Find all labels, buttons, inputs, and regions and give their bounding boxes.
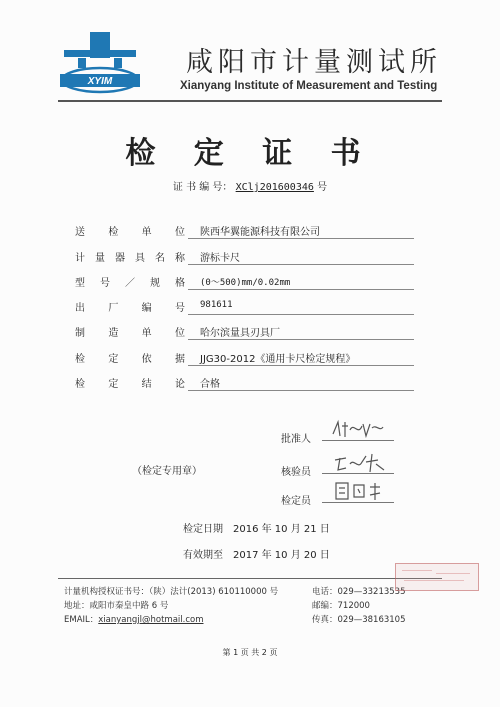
verifier-label: 检定员 bbox=[281, 496, 311, 507]
institute-logo bbox=[58, 30, 142, 96]
label-char: 检 bbox=[75, 354, 85, 365]
label-char: 定 bbox=[108, 379, 119, 390]
logo-lettering: XYIM bbox=[87, 76, 113, 87]
approver-line bbox=[322, 440, 394, 441]
label-char: 检 bbox=[108, 227, 119, 238]
field-label-serial bbox=[75, 299, 185, 314]
checker-signature bbox=[332, 450, 387, 474]
certificate-number-label: 证 书 编 号： bbox=[172, 182, 233, 193]
institute-name-cn: 咸阳市计量测试所 bbox=[186, 47, 442, 78]
field-label-text bbox=[75, 350, 185, 365]
field-label-submitter bbox=[75, 223, 185, 238]
field-label-text bbox=[75, 299, 185, 314]
field-value-serial: 981611 bbox=[200, 300, 233, 310]
field-value-model: (0～500)mm/0.02mm bbox=[200, 278, 291, 288]
field-underline bbox=[188, 365, 414, 366]
field-label-basis bbox=[75, 350, 185, 365]
label-char: 单 bbox=[141, 227, 152, 238]
certificate-number-suffix: 号 bbox=[317, 182, 328, 193]
license-text: 计量机构授权证书号：（陕）法计(2013) 610110000 号 bbox=[64, 587, 279, 597]
label-char: 论 bbox=[174, 379, 185, 390]
label-char: 检 bbox=[75, 379, 85, 390]
label-char: 编 bbox=[141, 303, 152, 314]
verify-date-label: 检定日期 bbox=[183, 524, 223, 535]
label-char: 结 bbox=[141, 379, 152, 390]
field-label-text bbox=[75, 324, 185, 339]
label-char: 位 bbox=[174, 328, 185, 339]
field-label-text bbox=[75, 274, 185, 289]
field-value-instrument: 游标卡尺 bbox=[200, 253, 240, 264]
seal-stamp bbox=[395, 563, 479, 591]
label-char: 号 bbox=[174, 303, 185, 314]
field-underline bbox=[188, 264, 414, 265]
email-text bbox=[64, 613, 204, 625]
label-char: 送 bbox=[75, 227, 85, 238]
fax-text: 传真：029—38163105 bbox=[312, 615, 406, 625]
certificate-number bbox=[0, 178, 500, 193]
label-char: 计 bbox=[75, 253, 85, 264]
field-underline bbox=[188, 238, 414, 239]
field-label-manufacturer bbox=[75, 324, 185, 339]
header-divider bbox=[58, 100, 442, 102]
label-char: ／ bbox=[125, 278, 135, 289]
field-value-manufacturer: 哈尔滨量具刃具厂 bbox=[200, 328, 280, 339]
label-char: 量 bbox=[95, 253, 105, 264]
label-char: 据 bbox=[174, 354, 185, 365]
checker-label: 核验员 bbox=[281, 467, 311, 478]
label-char: 厂 bbox=[108, 303, 119, 314]
field-label-instrument bbox=[75, 249, 185, 264]
phone-text: 电话：029—33213535 bbox=[312, 587, 406, 597]
stamp-note: （检定专用章） bbox=[132, 466, 202, 477]
postcode-text: 邮编：712000 bbox=[312, 601, 370, 611]
valid-date-value: 2017 年 10 月 20 日 bbox=[233, 550, 330, 561]
field-underline bbox=[188, 390, 414, 391]
label-char: 制 bbox=[75, 328, 85, 339]
footer-divider bbox=[58, 578, 442, 579]
address-text: 地址：咸阳市秦皇中路 6 号 bbox=[64, 601, 169, 611]
field-underline bbox=[188, 339, 414, 340]
field-label-text bbox=[75, 249, 185, 264]
label-char: 称 bbox=[175, 253, 185, 264]
field-label-model bbox=[75, 274, 185, 289]
label-char: 位 bbox=[174, 227, 185, 238]
label-char: 造 bbox=[108, 328, 119, 339]
label-char: 器 bbox=[115, 253, 125, 264]
field-underline bbox=[188, 314, 414, 315]
certificate-number-value: XClj201600346 bbox=[235, 182, 314, 193]
page-number: 第 1 页 共 2 页 bbox=[222, 648, 278, 657]
document-title: 检 定 证 书 bbox=[125, 136, 375, 171]
approver-label: 批准人 bbox=[281, 434, 311, 445]
field-underline bbox=[188, 289, 414, 290]
email-label: EMAIL： bbox=[64, 615, 99, 625]
label-char: 依 bbox=[141, 354, 152, 365]
field-label-text bbox=[75, 223, 185, 238]
valid-date-label: 有效期至 bbox=[183, 550, 223, 561]
label-char: 型 bbox=[75, 278, 85, 289]
label-char: 规 bbox=[150, 278, 160, 289]
label-char: 名 bbox=[155, 253, 165, 264]
label-char: 定 bbox=[108, 354, 119, 365]
email-link[interactable]: xianyangjl@hotmail.com bbox=[98, 615, 204, 625]
verifier-signature bbox=[332, 479, 387, 503]
field-value-basis: JJG30-2012《通用卡尺检定规程》 bbox=[200, 354, 356, 365]
label-char: 单 bbox=[141, 328, 152, 339]
field-label-text bbox=[75, 375, 185, 390]
label-char: 格 bbox=[175, 278, 185, 289]
label-char: 出 bbox=[75, 303, 85, 314]
field-label-conclusion bbox=[75, 375, 185, 390]
verify-date-value: 2016 年 10 月 21 日 bbox=[233, 524, 330, 535]
field-value-conclusion: 合格 bbox=[200, 379, 220, 390]
approver-signature bbox=[330, 418, 385, 440]
institute-name-en: Xianyang Institute of Measurement and Testing bbox=[180, 80, 438, 92]
label-char: 号 bbox=[100, 278, 110, 289]
label-char: 具 bbox=[135, 253, 145, 264]
field-value-submitter: 陕西华翼能源科技有限公司 bbox=[200, 227, 320, 238]
